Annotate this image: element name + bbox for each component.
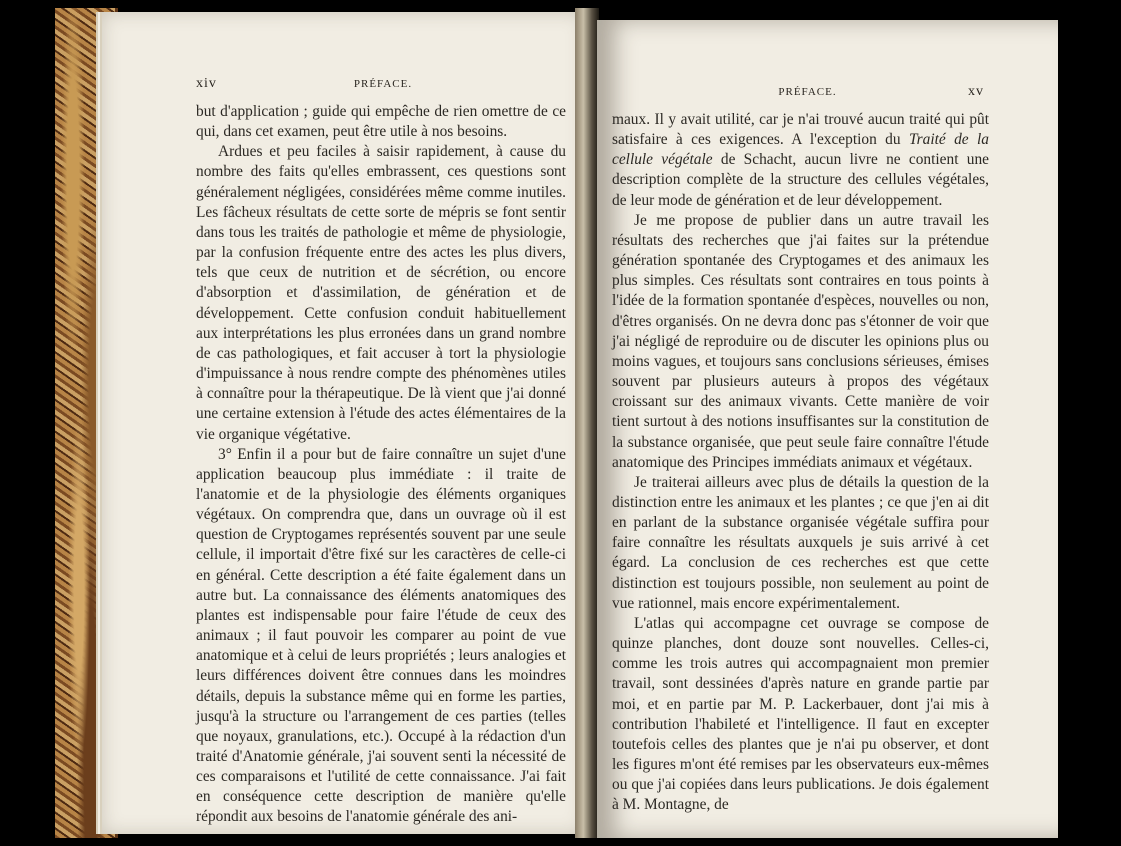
- right-page-number: xv: [968, 84, 984, 99]
- paragraph: [612, 110, 989, 211]
- right-running-head: [597, 86, 1058, 104]
- paragraph: L'atlas qui accompagne cet ouvrage se compose de quinze planches, dont douze sont nouvelles. Celles-ci, comme les trois autres qui accompagnaient mon premier travail, sont dessinées d'après nature en grande partie par moi, et en partie par M. P. Lackerbauer, dont j'ai mis à contribution l'habileté et l'intelligence. Il faut en excepter toutefois celles des plantes que je n'ai pu observer, et dont les figures m'ont été remises par les observateurs eux-mêmes ou que j'ai copiées dans leurs publications. Je dois également à M. Montagne, de: [612, 614, 989, 814]
- right-page: [597, 20, 1058, 838]
- left-page-text: [196, 102, 566, 828]
- paragraph-text: maux. Il y avait utilité, car je n'ai trouvé aucun traité qui pût satisfaire à ces exigences. A l'exception du: [612, 111, 989, 149]
- left-page: [96, 12, 584, 834]
- right-header-title: PRÉFACE.: [778, 86, 837, 98]
- left-page-number: xiv: [196, 76, 217, 91]
- paragraph: 3° Enfin il a pour but de faire connaître un sujet d'une application beaucoup plus immédiate : il traite de l'anatomie et de la physiologie des éléments organiques végétaux. On comprendra que, dans un ouvrage où il est question de Cryptogames représentés souvent par une seule cellule, il importait d'être fixé sur les caractères de celle-ci en général. Cette description a été faite également dans un autre but. La connaissance des éléments anatomiques des plantes est indispensable pour faire l'étude de ceux des animaux ; il faut pouvoir les comparer au point de vue anatomique et à celui de leurs propriétés ; leurs analogies et leurs différences doivent être connues dans les moindres détails, depuis la substance même qui en forme les parties, jusqu'à la structure ou l'arrangement de ces parties (telles que noyaux, granulations, etc.). Occupé à la rédaction d'un traité d'Anatomie générale, j'ai souvent senti la nécessité de ces comparaisons et l'utilité de cette connaissance. J'ai fait en conséquence cette description de manière qu'elle répondit aux besoins de l'anatomie générale des ani-: [196, 445, 566, 826]
- right-page-text: [612, 110, 989, 815]
- paragraph: Ardues et peu faciles à saisir rapidement, à cause du nombre des faits qu'elles embrassent, ces questions sont généralement négligées, considérées même comme inutiles. Les fâcheux résultats de cette sorte de mépris se font sentir dans tous les traités de pathologie et même de physiologie, par la confusion fréquente entre des actes les plus divers, tels que ceux de nutrition et de sécrétion, ou encore d'absorption et d'assimilation, de génération et de développement. Cette confusion conduit habituellement aux interprétations les plus erronées dans un grand nombre de cas pathologiques, et fait accuser à tort la physiologie d'impuissance à nous rendre compte des phénomènes utiles à connaître pour la thérapeutique. De là vient que j'ai donné une certaine extension à l'étude des actes élémentaires de la vie organique végétative.: [196, 143, 566, 443]
- book-title-italic: Traité de la cellule végétale: [612, 131, 990, 169]
- left-running-head: [102, 78, 584, 96]
- paragraph: but d'application ; guide qui empêche de rien omettre de ce qui, dans cet examen, peut être utile à nos besoins.: [196, 103, 566, 141]
- paragraph: Je traiterai ailleurs avec plus de détails la question de la distinction entre les animaux et les plantes ; ce que j'en ai dit en parlant de la substance organisée végétale suffira pour faire connaître les résultats auxquels je suis arrivé à cet égard. La conclusion de ces recherches est que cette distinction est toujours possible, non seulement au point de vue rationnel, mais encore expérimentalement.: [612, 473, 989, 612]
- left-header-title: PRÉFACE.: [353, 78, 413, 90]
- paragraph: Je me propose de publier dans un autre travail les résultats des recherches que j'ai faites sur la prétendue génération spontanée des Cryptogames et des animaux les plus simples. Ces résultats sont contraires en tous points à l'idée de la formation spontanée d'espèces, nouvelles ou non, d'êtres organisés. On ne devra donc pas s'étonner de voir que j'ai négligé de reproduire ou de discuter les opinions plus ou moins vagues, et toujours sans conclusions sérieuses, émises souvent par plusieurs auteurs à propos des végétaux croissant sur des animaux vivants. Cette manière de voir tient surtout à des notions insuffisantes sur la constitution de la substance organisée, que peut seule faire connaître l'étude anatomique des Principes immédiats animaux et végétaux.: [612, 211, 989, 471]
- paragraph-text: de Schacht, aucun livre ne contient une description complète de la structure des cellules végétales, de leur mode de génération et de leur développement.: [612, 151, 989, 209]
- book-gutter: [575, 8, 599, 838]
